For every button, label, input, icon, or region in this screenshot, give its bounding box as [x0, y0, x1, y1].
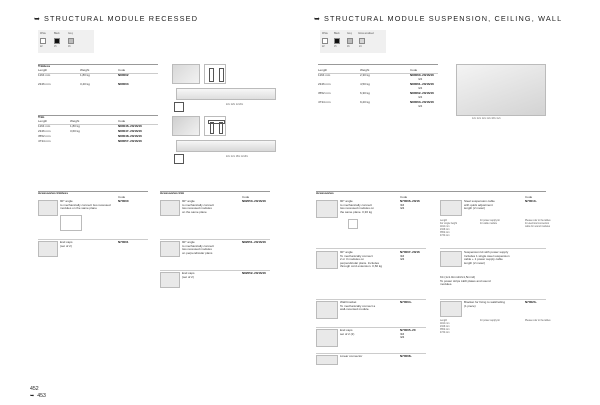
table-cell: 3552 mm [38, 134, 51, 138]
table-cell: 4734 mm [38, 139, 51, 143]
finish-label: Gloss anodised [358, 33, 374, 35]
table-cell: 3,40 kg [80, 82, 90, 86]
col-header: Code [525, 195, 533, 199]
table-cell: N80046..20/16/16 [118, 124, 142, 128]
table-cell: N80061..20/16/16 [410, 82, 434, 86]
accessory-desc: Bracket for fixing to wall/ceiling (1 piece) [464, 300, 506, 308]
table-cell: N80047..20/16/16 [118, 129, 142, 133]
accessory-desc: Steel suspension cable with quick adjustment length (2 meter) [464, 199, 495, 211]
table-cell: 6,30 kg [360, 91, 370, 95]
table-cell: N80003 [118, 82, 129, 86]
section-title: Accessories [316, 191, 334, 195]
accessory-desc: End caps (set of 2) [60, 240, 73, 248]
table-cell: N80048..20/16/16 [118, 134, 142, 138]
section-title: Accessories trimless [38, 191, 69, 195]
col-header: Code [118, 195, 126, 199]
accessory-code: N70006..20/16 /16 /24 [400, 199, 420, 211]
accessory-image [440, 200, 462, 216]
dimension-label: 2x/x 12/x 1x/x3/x [226, 104, 244, 106]
table-cell: N80057..20/16/16 [118, 139, 142, 143]
accessory-desc: Wall bracket To mechanically connect a wall-mounted module. [340, 300, 376, 312]
table-cell: 2346 mm [38, 129, 51, 133]
arrow-icon: ➥ [30, 393, 35, 399]
finish-panel-right [320, 30, 386, 53]
finish-label: Grey [347, 33, 352, 35]
accessory-desc: End caps set of 2 (2) [340, 328, 355, 336]
divider [318, 64, 438, 65]
accessory-image [316, 329, 338, 347]
finish-code: 16 [347, 46, 350, 48]
finish-label: Black [334, 33, 340, 35]
accessory-desc: 90° angle To mechanically connect 2 or 3 modules on perpendicular plans. Includes through cord extension. 0,60 kg [340, 250, 383, 269]
section-title: Accessories trim [160, 191, 185, 195]
note: Please refer to the tables for electrical connection cable for sound modules [525, 220, 551, 228]
product-image [176, 140, 276, 152]
product-image [176, 88, 276, 100]
accessory-image [160, 272, 180, 288]
finish-code: 15 [334, 46, 337, 48]
angle-drawing [348, 219, 358, 229]
note: for power supply kit for cable module [480, 220, 500, 225]
section-title: Trimless [38, 64, 51, 68]
table-cell: /24 [418, 104, 423, 108]
accessory-image [440, 251, 462, 267]
table-cell: 2346 mm [318, 82, 331, 86]
finish-code: 16 [68, 46, 71, 48]
accessory-code: N70010.. [525, 199, 538, 203]
product-image [172, 116, 200, 136]
finish-panel-left [38, 30, 94, 53]
accessory-code: N82050..20/16/16 [242, 199, 266, 203]
accessory-image [440, 301, 462, 317]
table-cell: 2346 mm [38, 82, 51, 86]
section-drawing [204, 116, 226, 136]
accessory-desc: End caps (set of 2) [182, 271, 195, 279]
page-number: 452 [30, 386, 39, 392]
finish-swatch-gloss [359, 38, 365, 44]
page-title-right: ➥ STRUCTURAL MODULE SUSPENSION, CEILING, WALL [314, 14, 563, 23]
table-cell: 9,20 kg [360, 100, 370, 104]
accessory-desc: 90° angle to mechanically connect two recessed modules on the same plane [182, 199, 215, 214]
finish-label: White [322, 33, 328, 35]
table-cell: /24 [418, 77, 423, 81]
finish-swatch-grey [68, 38, 74, 44]
finish-label: Black [54, 33, 60, 35]
divider [316, 191, 546, 192]
finish-swatch-black [54, 38, 60, 44]
col-header: Code [242, 195, 250, 199]
section-title: Trim [38, 115, 45, 119]
section-drawing [60, 215, 82, 231]
install-icon [174, 102, 184, 112]
table-cell: 1164 mm [318, 73, 331, 77]
accessory-image [316, 301, 338, 319]
col-header: Length [38, 68, 48, 72]
col-header: Length [318, 68, 328, 72]
table-cell: /24 [418, 86, 423, 90]
note: Please refer to the tables [525, 320, 551, 322]
accessory-code: N82051..20/16/16 [242, 240, 266, 244]
table-cell: N80060..20/16/16 [410, 73, 434, 77]
finish-swatch-black [334, 38, 340, 44]
table-cell: N80002 [118, 73, 129, 77]
finish-swatch-white [40, 38, 46, 44]
col-header: Weight [80, 68, 90, 72]
small-table: Length For single height 1164 mm 2346 mm 3552 mm 4734 mm [440, 220, 457, 237]
col-header: Weight [70, 119, 80, 123]
product-image [172, 64, 200, 84]
finish-code: 24 [359, 46, 362, 48]
accessory-image [160, 241, 180, 257]
table-cell: N80062..20/16/16 [410, 91, 434, 95]
table-cell: /24 [418, 95, 423, 99]
accessory-code: N70004.. [400, 300, 413, 304]
dimension-label: 2x/x 1x/x 16/x 1x/x3/x [226, 156, 248, 158]
col-header: Length [38, 119, 48, 123]
accessory-code: N70007..20/16 /16 /24 [400, 250, 420, 262]
accessory-desc: 90° angle to mechanically connect two recessed modules on perpendicular plans [182, 240, 215, 255]
table-cell: 1,80 kg [80, 73, 90, 77]
accessory-image [316, 251, 338, 269]
arrow-icon: ➥ [34, 16, 42, 23]
col-header: Code [410, 68, 418, 72]
col-header: Weight [360, 68, 370, 72]
finish-swatch-grey [347, 38, 353, 44]
col-header: Code [118, 119, 126, 123]
accessory-code: N70008.. [400, 354, 413, 358]
divider [38, 64, 158, 65]
accessory-code: N70005..20 /16 /24 [400, 328, 416, 340]
accessory-desc: Kit (1x1.0mm2/2x1,5mm2) To power strips LED plates and sound modules. [440, 275, 491, 287]
table-cell: 1164 mm [38, 124, 51, 128]
table-cell: 2,30 kg [360, 73, 370, 77]
table-cell: 4,50 kg [360, 82, 370, 86]
accessory-desc: 90° angle to mechanically connect two recessed modules on the same plane [60, 199, 111, 211]
page-number-right: ➥ 453 [30, 393, 46, 399]
accessory-code: N70001 [118, 240, 129, 244]
section-drawing [204, 64, 226, 84]
finish-code: 15 [54, 46, 57, 48]
finish-code: 22 [322, 46, 325, 48]
accessory-code: N82052..20/16/16 [242, 271, 266, 275]
finish-code: 22 [40, 46, 43, 48]
accessory-image [316, 200, 338, 218]
finish-label: Grey [68, 33, 73, 35]
col-header: Code [118, 68, 126, 72]
product-image [456, 64, 546, 116]
accessory-image [38, 241, 58, 257]
accessory-image [160, 200, 180, 216]
page-title-left: ➥ STRUCTURAL MODULE RECESSED [34, 14, 199, 23]
finish-label: White [40, 33, 46, 35]
table-cell: 4734 mm [318, 100, 331, 104]
table-cell: 1,80 kg [70, 124, 80, 128]
accessory-image [316, 355, 338, 365]
accessory-desc: 90° angle to mechanically connect two recessed modules on the same plane. 0,30 kg [340, 199, 375, 214]
accessory-code: N70000 [118, 199, 129, 203]
install-icon [174, 154, 184, 164]
accessory-desc: Linear connector [340, 354, 363, 358]
arrow-icon: ➥ [314, 16, 322, 23]
note: for power supply kit [480, 320, 500, 322]
divider [38, 115, 158, 116]
table-cell: N80063..20/16/16 [410, 100, 434, 104]
finish-swatch-white [322, 38, 328, 44]
table-cell: 1164 mm [38, 73, 51, 77]
accessory-code: N70023.. [525, 300, 538, 304]
dimension-label: 1x/x 1x/x 1x/x 1x/x 16/x 1x/x [472, 118, 501, 120]
accessory-image [38, 200, 58, 216]
col-header: Code [400, 195, 408, 199]
table-cell: 3552 mm [318, 91, 331, 95]
small-table: Length 1164 mm 2346 mm 3552 mm 4734 mm [440, 320, 450, 334]
table-cell: 3,60 kg [70, 129, 80, 133]
accessory-desc: Suspension kit with power supply Includes 1 single steel suspension cable + 1 power supply cable length (2 meter) [464, 250, 510, 265]
